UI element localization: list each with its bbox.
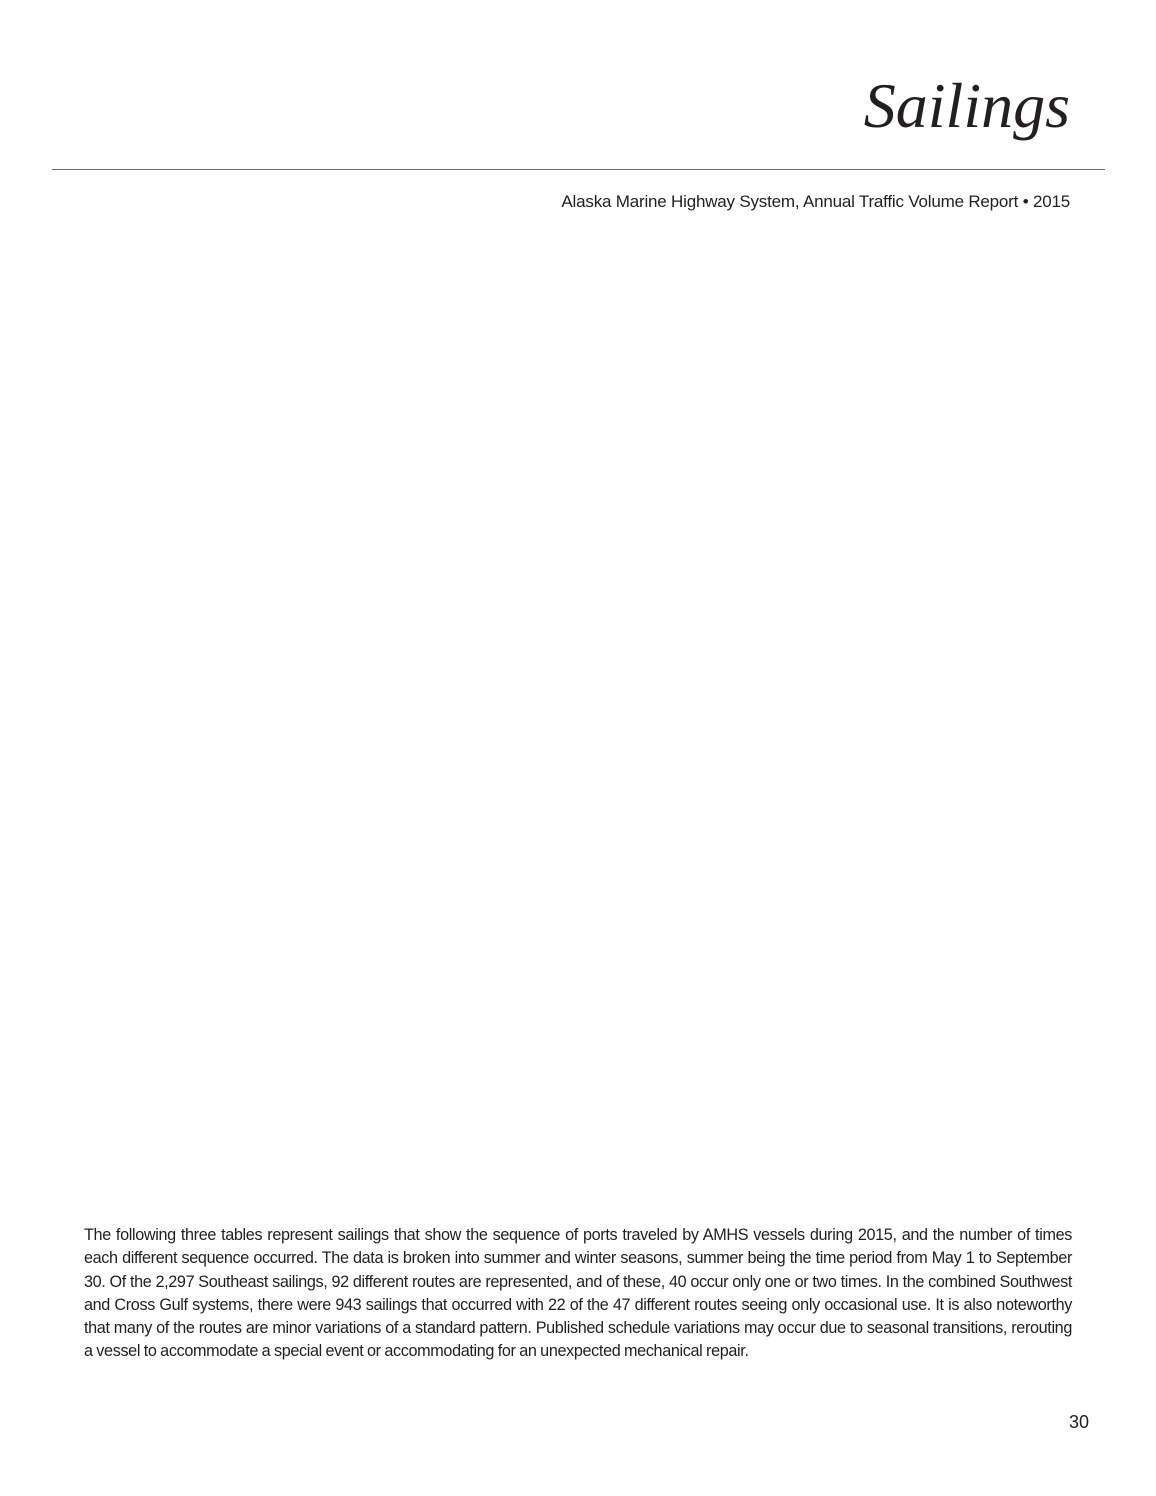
page-number: 30 bbox=[1068, 1412, 1089, 1432]
title-divider bbox=[52, 169, 1105, 170]
report-subtitle: Alaska Marine Highway System, Annual Traffic Volume Report • 2015 bbox=[561, 192, 1070, 211]
body-paragraph: The following three tables represent sailings that show the sequence of ports traveled by AMHS vessels during 2015, and the number of times each different sequence occurred. The data is broken into summer and winter seasons, summer being the time period from May 1 to September 30. Of the 2,297 Southeast sailings, 92 different routes are represented, and of these, 40 occur only one or two times. In the combined Southwest and Cross Gulf systems, there were 943 sailings that occurred with 22 of the 47 different routes seeing only occasional use. It is also noteworthy that many of the routes are minor variations of a standard pattern. Published schedule variations may occur due to seasonal transitions, rerouting a vessel to accommodate a special event or accommodating for an unexpected mechanical repair. bbox=[84, 1226, 1072, 1361]
page-title: Sailings bbox=[863, 70, 1070, 141]
